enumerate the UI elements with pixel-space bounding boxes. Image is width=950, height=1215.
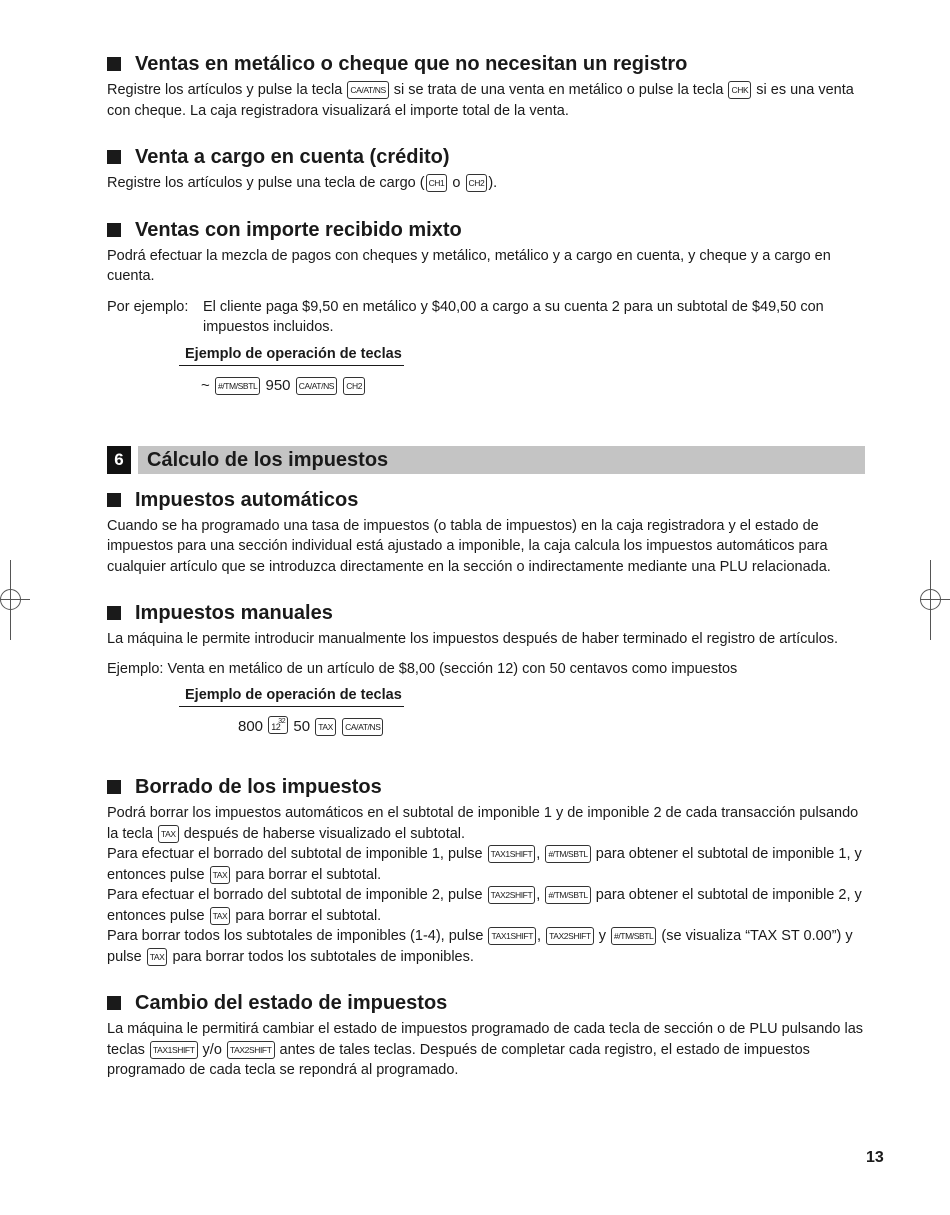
key-sequence: ~ #/TM/SBTL 950 CA/AT/NS CH2: [201, 374, 865, 398]
key-tax-icon: TAX: [210, 907, 231, 925]
heading-auto-tax: Impuestos automáticos: [107, 486, 865, 514]
manual-tax-example: Ejemplo: Venta en metálico de un artículo de $8,00 (sección 12) con 50 centavos como impuestos: [107, 660, 738, 677]
crop-mark-right-icon: [920, 560, 950, 640]
cash-check-paragraph: Registre los artículos y pulse la tecla CA/AT/NS si se trata de una venta en metálico o pulse la tecla CHK si es una venta con cheque. La caja registradora visualizará el importe total de la venta.: [107, 82, 854, 119]
manual-tax-paragraph: La máquina le permite introducir manualmente los impuestos después de haber terminado el registro de artículos.: [107, 631, 839, 647]
key-ch1-icon: CH1: [426, 174, 448, 192]
page-number: 13: [866, 1149, 884, 1166]
mixed-paragraph: Podrá efectuar la mezcla de pagos con cheques y metálico, metálico y a cargo en cuenta, y cheque y a cargo en cuenta.: [107, 247, 831, 284]
key-operation-title: Ejemplo de operación de teclas: [179, 344, 404, 366]
heading-cash-check: Ventas en metálico o cheque que no necesitan un registro: [107, 50, 865, 78]
tax-delete-line-2: Para efectuar el borrado del subtotal de imponible 1, pulse TAX1SHIFT , #/TM/SBTL para obtener el subtotal de imponible 1, y entonces pulse TAX para borrar el subtotal.: [107, 846, 862, 883]
square-bullet-icon: [107, 57, 121, 71]
key-tax2shift-icon: TAX2SHIFT: [227, 1041, 275, 1059]
key-tm-sbtl-icon: #/TM/SBTL: [611, 927, 656, 945]
mixed-key-operation: [179, 344, 865, 398]
key-tax1shift-icon: TAX1SHIFT: [150, 1041, 198, 1059]
mixed-example: [107, 297, 865, 338]
key-tax-icon: TAX: [315, 718, 336, 736]
key-ca-at-ns-icon: CA/AT/NS: [347, 81, 388, 99]
key-ca-at-ns-icon: CA/AT/NS: [342, 718, 383, 736]
crop-mark-left-icon: [0, 560, 30, 640]
key-tm-sbtl-icon: #/TM/SBTL: [545, 886, 590, 904]
tax-delete-line-3: Para efectuar el borrado del subtotal de imponible 2, pulse TAX2SHIFT , #/TM/SBTL para obtener el subtotal de imponible 2, y entonces pulse TAX para borrar el subtotal.: [107, 887, 862, 924]
key-chk-icon: CHK: [728, 81, 751, 99]
key-ca-at-ns-icon: CA/AT/NS: [296, 377, 337, 395]
key-tax-icon: TAX: [210, 866, 231, 884]
key-ch2-icon: CH2: [466, 174, 488, 192]
charge-paragraph: Registre los artículos y pulse una tecla de cargo ( CH1 o CH2 ).: [107, 175, 498, 191]
page-content: [107, 50, 865, 1081]
example-text: El cliente paga $9,50 en metálico y $40,00 a cargo a su cuenta 2 para un subtotal de $49,50 con impuestos incluidos.: [203, 298, 824, 335]
key-operation-title: Ejemplo de operación de teclas: [179, 685, 404, 707]
tax-delete-line-4: Para borrar todos los subtotales de imponibles (1-4), pulse TAX1SHIFT , TAX2SHIFT y #/TM/SBTL (se visualiza “TAX ST 0.00”) y pulse TAX para borrar todos los subtotales de imponibles.: [107, 928, 853, 965]
key-tax-icon: TAX: [158, 825, 179, 843]
square-bullet-icon: [107, 996, 121, 1010]
heading-charge-sale: Venta a cargo en cuenta (crédito): [107, 143, 865, 171]
square-bullet-icon: [107, 780, 121, 794]
auto-tax-paragraph: Cuando se ha programado una tasa de impuestos (o tabla de impuestos) en la caja registradora y el estado de impuestos para una sección individual está ajustado a imponible, la caja calcula los impuestos automáticos para cualquier artículo que se introduzca directamente en la sección o indirectamente mediante una PLU relacionada.: [107, 517, 831, 575]
key-tm-sbtl-icon: #/TM/SBTL: [545, 845, 590, 863]
key-department-12-icon: 12 32: [268, 716, 288, 734]
key-ch2-icon: CH2: [343, 377, 365, 395]
square-bullet-icon: [107, 493, 121, 507]
key-tax-icon: TAX: [147, 948, 168, 966]
heading-tax-status-change: Cambio del estado de impuestos: [107, 989, 865, 1017]
chapter-band: [107, 446, 865, 474]
chapter-number: 6: [107, 446, 131, 474]
tax-delete-line-1: Podrá borrar los impuestos automáticos en el subtotal de imponible 1 y de imponible 2 de cada transacción pulsando la tecla TAX después de haberse visualizado el subtotal.: [107, 805, 859, 842]
key-tax1shift-icon: TAX1SHIFT: [488, 927, 536, 945]
chapter-title: Cálculo de los impuestos: [138, 446, 865, 474]
example-label: Por ejemplo:: [107, 298, 189, 315]
key-tm-sbtl-icon: #/TM/SBTL: [215, 377, 260, 395]
heading-manual-tax: Impuestos manuales: [107, 599, 865, 627]
square-bullet-icon: [107, 150, 121, 164]
key-tax1shift-icon: TAX1SHIFT: [488, 845, 536, 863]
key-tax2shift-icon: TAX2SHIFT: [488, 886, 536, 904]
square-bullet-icon: [107, 223, 121, 237]
tax-status-change-paragraph: La máquina le permitirá cambiar el estado de impuestos programado de cada tecla de sección o de PLU pulsando las teclas TAX1SHIFT y/o TAX2SHIFT antes de tales teclas. Después de completar cada registro, el estado de impuestos programado de cada tecla se repondrá al programado.: [107, 1021, 864, 1078]
square-bullet-icon: [107, 606, 121, 620]
key-sequence: 800 12 32 50 TAX CA/AT/NS: [238, 715, 865, 739]
heading-tax-delete: Borrado de los impuestos: [107, 773, 865, 801]
manual-key-operation: [179, 685, 865, 739]
heading-mixed-tender: Ventas con importe recibido mixto: [107, 216, 865, 244]
key-tax2shift-icon: TAX2SHIFT: [546, 927, 594, 945]
